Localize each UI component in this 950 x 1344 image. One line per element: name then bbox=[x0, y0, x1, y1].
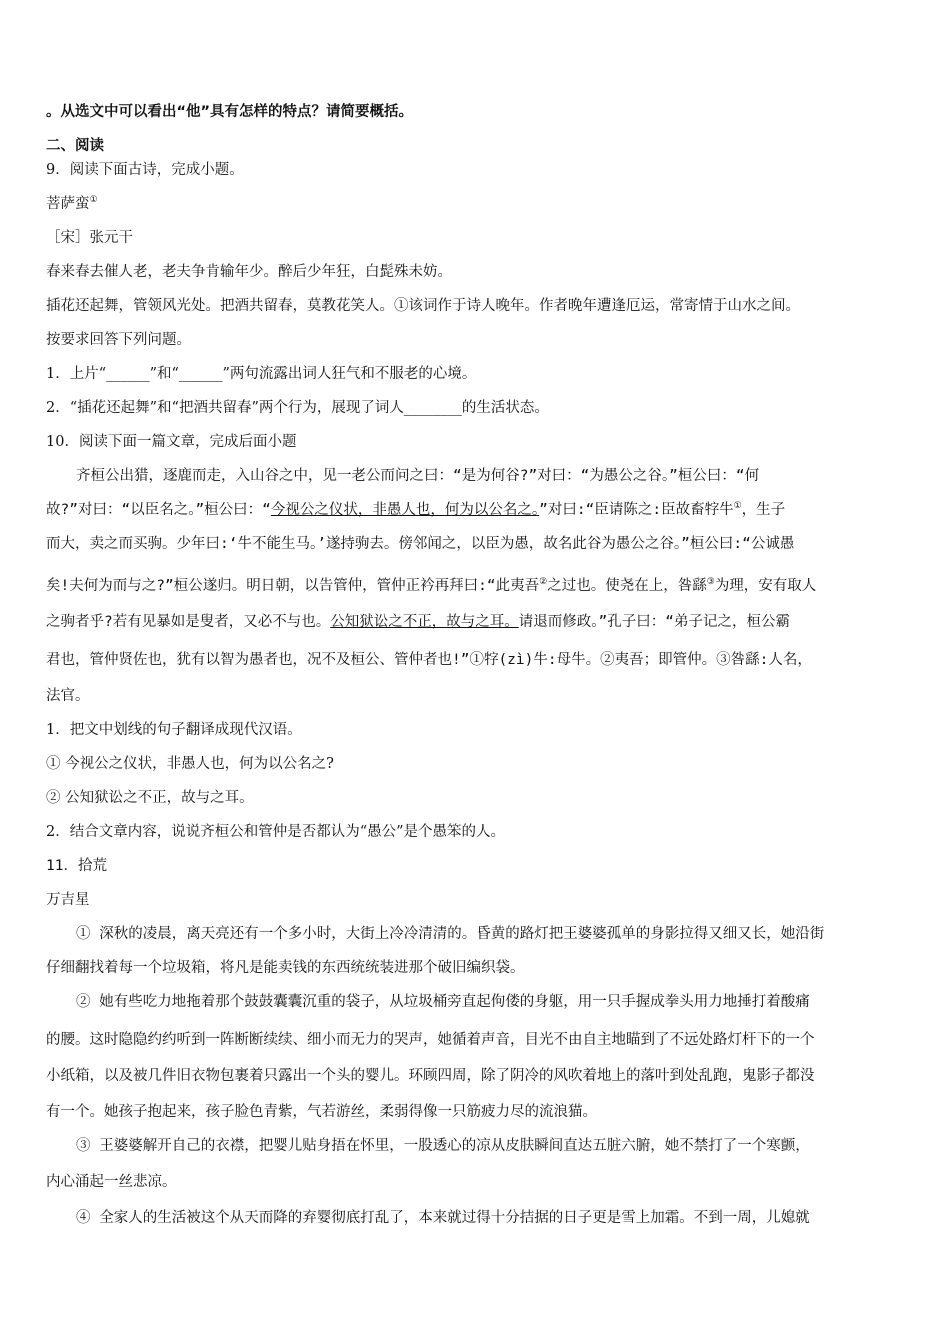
q9-intro: 9．阅读下面古诗，完成小题。 bbox=[46, 162, 244, 178]
q10-sub-question-1: 1．把文中划线的句子翻译成现代汉语。 bbox=[46, 722, 302, 738]
q10-passage-line-1: 齐桓公出猎，逐鹿而走，入山谷之中，见一老公而问之曰：“是为何谷?”对曰：“为愚公之谷。”桓公曰：“何 bbox=[76, 468, 760, 484]
footnote-mark: ① bbox=[733, 501, 742, 512]
q10-sub-question-2: 2．结合文章内容，说说齐桓公和管仲是否都认为“愚公”是个愚笨的人。 bbox=[46, 824, 506, 840]
q9-poem-line-2: 插花还起舞，管领风光处。把酒共留春，莫教花笑人。①该词作于诗人晚年。作者晚年遭逢厄运，常寄情于山水之间。 bbox=[46, 298, 800, 314]
q9-sub-question-1: 1．上片“______”和“______”两句流露出词人狂气和不服老的心境。 bbox=[46, 366, 477, 382]
q10-passage-line-6: 君也，管仲贤佐也，犹有以智为愚者也，况不及桓公、管仲者也!”①牸(zì)牛:母牛。②夷吾；即管仲。③咎繇:人名， bbox=[46, 652, 812, 668]
q10-intro: 10．阅读下面一篇文章，完成后面小题 bbox=[46, 434, 297, 450]
footnote-mark: ② bbox=[539, 577, 548, 588]
q11-para-3-line-2: 内心涌起一丝悲凉。 bbox=[46, 1174, 177, 1190]
underlined-sentence-1: 今视公之仪状，非愚人也，何为以公名之。 bbox=[270, 502, 540, 518]
q11-para-1-line-1: ① 深秋的凌晨，离天亮还有一个多小时，大街上冷冷清清的。昏黄的路灯把王婆婆孤单的身影拉得又细又长，她沿街 bbox=[76, 926, 825, 942]
passage-text: ，生子 bbox=[741, 502, 786, 518]
q10-passage-line-4 bbox=[46, 576, 912, 596]
q9-poem-author: ［宋］张元干 bbox=[46, 230, 133, 246]
passage-text: 之驹者乎?若有见暴如是叟者，又必不与也。 bbox=[46, 614, 331, 630]
q10-sub-question-1a: ① 今视公之仪状，非愚人也，何为以公名之? bbox=[46, 756, 334, 772]
q10-sub-question-1b: ② 公知狱讼之不正，故与之耳。 bbox=[46, 790, 254, 806]
footnote-mark: ③ bbox=[706, 577, 715, 588]
q11-para-2-line-1: ② 她有些吃力地拖着那个鼓鼓囊囊沉重的袋子，从垃圾桶旁直起佝偻的身躯，用一只手握成拳头用力地捶打着酸痛 bbox=[76, 994, 810, 1010]
q9-sub-question-2: 2．“插花还起舞”和“把酒共留春”两个行为，展现了词人________的生活状态。 bbox=[46, 400, 549, 416]
q11-title: 11．拾荒 bbox=[46, 858, 107, 874]
q10-passage-line-7: 法官。 bbox=[46, 688, 90, 704]
section-title-reading: 二、阅读 bbox=[46, 138, 104, 154]
q11-para-2-line-3: 小纸箱，以及被几件旧衣物包裹着只露出一个头的婴儿。环顾四周，除了阴冷的风吹着地上的落叶到处乱跑，鬼影子都没 bbox=[46, 1068, 815, 1084]
q11-para-1-line-2: 仔细翻找着每一个垃圾箱，将凡是能卖钱的东西统统装进那个破旧编织袋。 bbox=[46, 960, 525, 976]
q11-para-4-line-1: ④ 全家人的生活被这个从天而降的弃婴彻底打乱了，本来就过得十分拮据的日子更是雪上加霜。不到一周，儿媳就 bbox=[76, 1210, 810, 1226]
q9-poem-title bbox=[46, 194, 912, 214]
q9-instruction: 按要求回答下列问题。 bbox=[46, 332, 191, 348]
poem-title-text: 菩萨蛮 bbox=[46, 196, 90, 212]
passage-text: 故?”对曰：“以臣名之。”桓公曰：“ bbox=[46, 502, 271, 518]
q11-para-2-line-2: 的腰。这时隐隐约约听到一阵断断续续、细小而无力的哭声，她循着声音，目光不由自主地瞄到了不远处路灯杆下的一个 bbox=[46, 1032, 815, 1048]
q11-para-3-line-1: ③ 王婆婆解开自己的衣襟，把婴儿贴身捂在怀里，一股透心的凉从皮肤瞬间直达五脏六腑，她不禁打了一个寒颤， bbox=[76, 1138, 810, 1154]
passage-text: 请退而修政。”孔子曰：“弟子记之，桓公霸 bbox=[518, 614, 790, 630]
passage-text: 矣!夫何为而与之?”桓公遂归。明日朝，以告管仲，管仲正衿再拜曰:“此夷吾 bbox=[46, 578, 540, 594]
passage-text: 为理，安有取人 bbox=[714, 578, 817, 594]
underlined-sentence-2: 公知狱讼之不正，故与之耳。 bbox=[330, 614, 519, 630]
q11-para-2-line-4: 有一个。她孩子抱起来，孩子脸色青紫，气若游丝，柔弱得像一只筋疲力尽的流浪猫。 bbox=[46, 1104, 597, 1120]
q10-passage-line-5 bbox=[46, 612, 912, 632]
q10-passage-line-3: 而大，卖之而买驹。少年曰:‘牛不能生马。’遂持驹去。傍邻闻之，以臣为愚，故名此谷为愚公之谷。”桓公曰:“公诚愚 bbox=[46, 536, 795, 552]
q10-passage-line-2 bbox=[46, 500, 912, 520]
poem-title-footnote-mark: ① bbox=[89, 195, 98, 206]
q11-author: 万吉星 bbox=[46, 892, 90, 908]
passage-text: 之过也。使尧在上，咎繇 bbox=[547, 578, 707, 594]
q9-poem-line-1: 春来春去催人老，老夫争肯输年少。醉后少年狂，白髭殊未妨。 bbox=[46, 264, 452, 280]
q8-question-tail: 。从选文中可以看出“他”具有怎样的特点？请简要概括。 bbox=[46, 104, 414, 120]
passage-text: ”对曰:“臣请陈之:臣故畜牸牛 bbox=[539, 502, 734, 518]
